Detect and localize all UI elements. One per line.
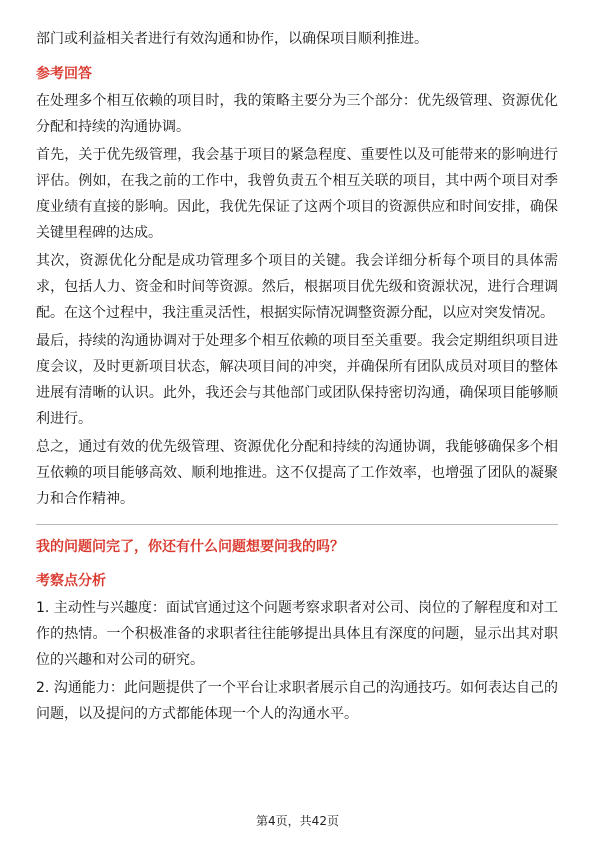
analysis-section-label: 考察点分析: [36, 573, 106, 589]
answer-paragraph: 首先，关于优先级管理，我会基于项目的紧急程度、重要性以及可能带来的影响进行评估。例如，在我之前的工作中，我曾负责五个相互关联的项目，其中两个项目对季度业绩有直接的影响。因此，我优先保证了这两个项目的资源供应和时间安排，确保关键里程碑的达成。: [36, 147, 558, 241]
answer-paragraph: 总之，通过有效的优先级管理、资源优化分配和持续的沟通协调，我能够确保多个相互依赖的项目能够高效、顺利地推进。这不仅提高了工作效率，也增强了团队的凝聚力和合作精神。: [36, 439, 558, 507]
analysis-point: 1. 主动性与兴趣度：面试官通过这个问题考察求职者对公司、岗位的了解程度和对工作的热情。一个积极准备的求职者往往能够提出具体且有深度的问题，显示出其对职位的兴趣和对公司的研究。: [36, 600, 558, 668]
intro-tail-paragraph: 部门或利益相关者进行有效沟通和协作，以确保项目顺利推进。: [36, 31, 428, 47]
analysis-point: 2. 沟通能力：此问题提供了一个平台让求职者展示自己的沟通技巧。如何表达自己的问题，以及提问的方式都能体现一个人的沟通水平。: [36, 680, 558, 722]
page-number: 第4页，共42页: [256, 814, 339, 828]
answer-paragraph: 在处理多个相互依赖的项目时，我的策略主要分为三个部分：优先级管理、资源优化分配和持续的沟通协调。: [36, 93, 558, 135]
answer-paragraph: 其次，资源优化分配是成功管理多个项目的关键。我会详细分析每个项目的具体需求，包括人力、资金和时间等资源。然后，根据项目优先级和资源状况，进行合理调配。在这个过程中，我注重灵活性，根据实际情况调整资源分配，以应对突发情况。: [36, 253, 558, 321]
page-content: [36, 26, 558, 729]
answer-section-label: 参考回答: [36, 66, 92, 82]
question-title: 我的问题问完了，你还有什么问题想要问我的吗？: [36, 539, 344, 555]
section-divider: [36, 524, 558, 525]
answer-paragraph: 最后，持续的沟通协调对于处理多个相互依赖的项目至关重要。我会定期组织项目进度会议，及时更新项目状态，解决项目间的冲突，并确保所有团队成员对项目的整体进展有清晰的认识。此外，我还会与其他部门或团队保持密切沟通，确保项目能够顺利进行。: [36, 333, 558, 427]
